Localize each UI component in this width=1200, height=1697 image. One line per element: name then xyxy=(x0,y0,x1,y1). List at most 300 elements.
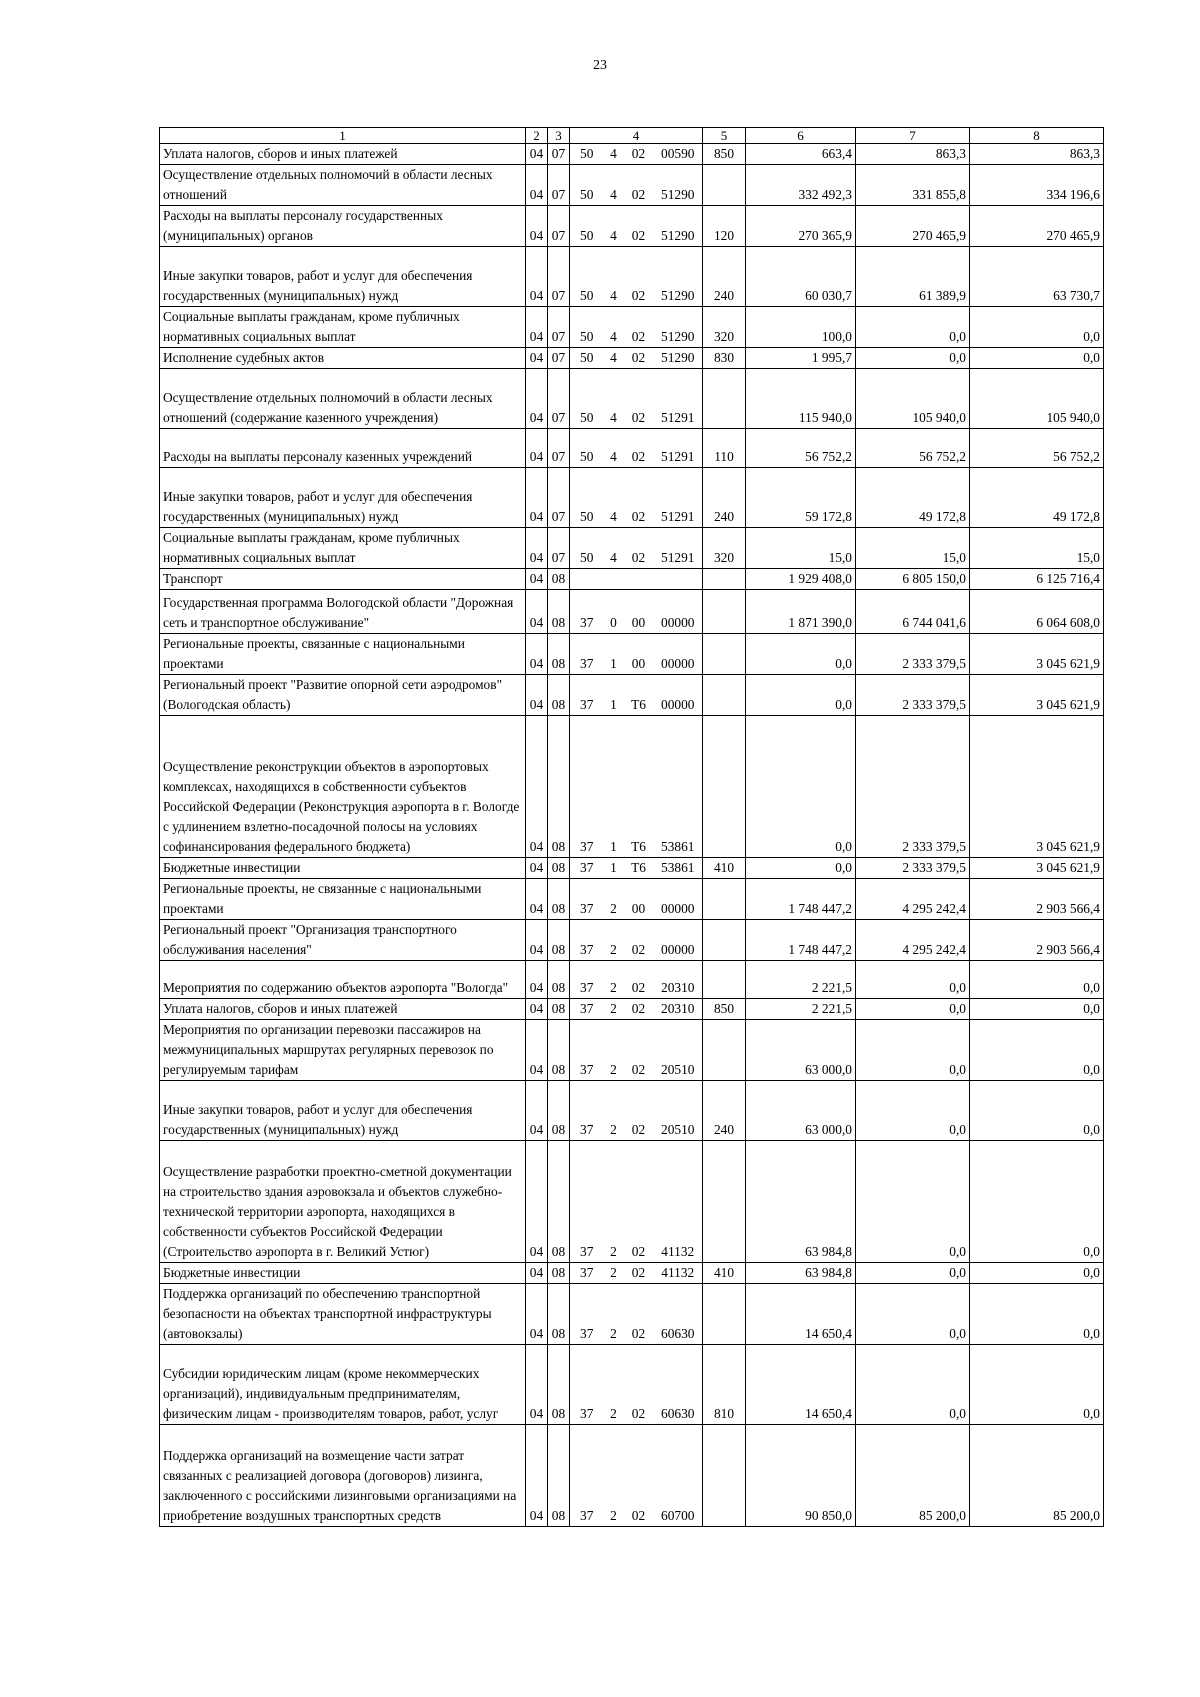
table-row xyxy=(160,675,1104,716)
row-subprogram: 2 xyxy=(604,879,624,920)
row-section: 04 xyxy=(526,675,548,716)
row-expense-type xyxy=(703,590,746,634)
row-direction: 51290 xyxy=(654,206,703,247)
row-expense-type xyxy=(703,1425,746,1527)
row-amount-8: 0,0 xyxy=(970,1263,1104,1284)
row-expense-type xyxy=(703,1284,746,1345)
row-subprogram: 4 xyxy=(604,144,624,165)
row-amount-8: 0,0 xyxy=(970,1345,1104,1425)
row-subsection: 08 xyxy=(548,879,570,920)
row-amount-8: 56 752,2 xyxy=(970,429,1104,468)
table-row xyxy=(160,1263,1104,1284)
row-expense-type: 240 xyxy=(703,468,746,528)
row-subsection: 08 xyxy=(548,1020,570,1081)
row-amount-7: 85 200,0 xyxy=(856,1425,970,1527)
row-subprogram: 2 xyxy=(604,1284,624,1345)
row-subsection: 08 xyxy=(548,1081,570,1141)
row-amount-8: 0,0 xyxy=(970,1284,1104,1345)
row-subsection: 07 xyxy=(548,468,570,528)
row-direction: 00000 xyxy=(654,675,703,716)
row-expense-type xyxy=(703,961,746,999)
row-project: 02 xyxy=(624,429,654,468)
row-name: Бюджетные инвестиции xyxy=(160,1263,526,1284)
row-amount-8: 0,0 xyxy=(970,1141,1104,1263)
row-amount-6: 663,4 xyxy=(746,144,856,165)
row-expense-type: 120 xyxy=(703,206,746,247)
row-amount-6: 1 871 390,0 xyxy=(746,590,856,634)
row-direction: 53861 xyxy=(654,858,703,879)
row-amount-6: 14 650,4 xyxy=(746,1345,856,1425)
row-amount-6: 1 748 447,2 xyxy=(746,920,856,961)
row-amount-8: 3 045 621,9 xyxy=(970,716,1104,858)
row-name: Иные закупки товаров, работ и услуг для обеспечения государственных (муниципальных) нужд xyxy=(160,468,526,528)
header-col-5: 5 xyxy=(703,128,746,144)
row-subprogram xyxy=(604,569,624,590)
row-name: Социальные выплаты гражданам, кроме публичных нормативных социальных выплат xyxy=(160,528,526,569)
row-amount-7: 4 295 242,4 xyxy=(856,920,970,961)
row-name: Региональные проекты, не связанные с национальными проектами xyxy=(160,879,526,920)
row-project: 02 xyxy=(624,961,654,999)
table-row xyxy=(160,920,1104,961)
table-row xyxy=(160,1345,1104,1425)
row-program: 37 xyxy=(570,961,604,999)
row-section: 04 xyxy=(526,1020,548,1081)
row-name: Осуществление реконструкции объектов в аэропортовых комплексах, находящихся в собственности субъектов Российской Федерации (Реконструкция аэропорта в г. Вологде с удлинением взлетно-посадочной полосы на условиях софинансирования федерального бюджета) xyxy=(160,716,526,858)
row-program: 50 xyxy=(570,429,604,468)
row-section: 04 xyxy=(526,468,548,528)
row-amount-7: 0,0 xyxy=(856,1141,970,1263)
table-row xyxy=(160,247,1104,307)
row-subprogram: 2 xyxy=(604,1141,624,1263)
row-subprogram: 2 xyxy=(604,1081,624,1141)
row-amount-8: 863,3 xyxy=(970,144,1104,165)
row-subsection: 07 xyxy=(548,528,570,569)
row-subsection: 07 xyxy=(548,429,570,468)
row-name: Уплата налогов, сборов и иных платежей xyxy=(160,144,526,165)
row-subprogram: 1 xyxy=(604,675,624,716)
table-row xyxy=(160,634,1104,675)
row-section: 04 xyxy=(526,1141,548,1263)
row-section: 04 xyxy=(526,165,548,206)
row-amount-6: 2 221,5 xyxy=(746,961,856,999)
row-name: Социальные выплаты гражданам, кроме публичных нормативных социальных выплат xyxy=(160,307,526,348)
row-subsection: 08 xyxy=(548,1284,570,1345)
row-name: Региональный проект "Развитие опорной сети аэродромов" (Вологодская область) xyxy=(160,675,526,716)
header-col-4: 4 xyxy=(570,128,703,144)
row-amount-8: 0,0 xyxy=(970,307,1104,348)
row-program: 37 xyxy=(570,999,604,1020)
row-amount-6: 56 752,2 xyxy=(746,429,856,468)
row-subprogram: 2 xyxy=(604,1020,624,1081)
row-section: 04 xyxy=(526,858,548,879)
row-direction: 51290 xyxy=(654,247,703,307)
row-subprogram: 4 xyxy=(604,247,624,307)
row-expense-type: 240 xyxy=(703,1081,746,1141)
row-name: Расходы на выплаты персоналу государственных (муниципальных) органов xyxy=(160,206,526,247)
row-name: Осуществление отдельных полномочий в области лесных отношений xyxy=(160,165,526,206)
table-row xyxy=(160,468,1104,528)
row-direction: 60630 xyxy=(654,1284,703,1345)
header-col-2: 2 xyxy=(526,128,548,144)
row-expense-type: 810 xyxy=(703,1345,746,1425)
row-program: 37 xyxy=(570,1141,604,1263)
row-program: 37 xyxy=(570,858,604,879)
table-header-row xyxy=(160,128,1104,144)
row-name: Исполнение судебных актов xyxy=(160,348,526,369)
row-expense-type: 410 xyxy=(703,858,746,879)
header-col-1: 1 xyxy=(160,128,526,144)
row-program: 37 xyxy=(570,1081,604,1141)
row-amount-8: 2 903 566,4 xyxy=(970,920,1104,961)
row-name: Региональные проекты, связанные с национальными проектами xyxy=(160,634,526,675)
row-section: 04 xyxy=(526,1081,548,1141)
row-program: 37 xyxy=(570,920,604,961)
row-subprogram: 1 xyxy=(604,858,624,879)
page-number: 23 xyxy=(593,58,607,73)
row-project: 02 xyxy=(624,920,654,961)
row-section: 04 xyxy=(526,144,548,165)
row-amount-6: 90 850,0 xyxy=(746,1425,856,1527)
row-subsection: 07 xyxy=(548,206,570,247)
row-project: Т6 xyxy=(624,675,654,716)
row-name: Осуществление разработки проектно-сметной документации на строительство здания аэровокзала и объектов служебно-технической территории аэропорта, находящихся в собственности субъектов Российской Федерации (Строительство аэропорта в г. Великий Устюг) xyxy=(160,1141,526,1263)
table-row xyxy=(160,716,1104,858)
row-section: 04 xyxy=(526,348,548,369)
row-name: Мероприятия по организации перевозки пассажиров на межмуниципальных маршрутах регулярных перевозок по регулируемым тарифам xyxy=(160,1020,526,1081)
row-subprogram: 0 xyxy=(604,590,624,634)
row-expense-type xyxy=(703,369,746,429)
row-project: 02 xyxy=(624,468,654,528)
row-section: 04 xyxy=(526,1263,548,1284)
table-row xyxy=(160,144,1104,165)
row-project: Т6 xyxy=(624,716,654,858)
row-subsection: 08 xyxy=(548,920,570,961)
row-amount-6: 100,0 xyxy=(746,307,856,348)
row-program: 50 xyxy=(570,206,604,247)
row-program: 50 xyxy=(570,165,604,206)
row-subprogram: 4 xyxy=(604,307,624,348)
row-subsection: 07 xyxy=(548,144,570,165)
row-direction: 00000 xyxy=(654,879,703,920)
row-amount-7: 0,0 xyxy=(856,1081,970,1141)
row-subsection: 08 xyxy=(548,858,570,879)
row-amount-8: 2 903 566,4 xyxy=(970,879,1104,920)
row-project xyxy=(624,569,654,590)
row-direction: 00000 xyxy=(654,634,703,675)
row-expense-type: 320 xyxy=(703,307,746,348)
table-row xyxy=(160,1081,1104,1141)
row-project: 02 xyxy=(624,1020,654,1081)
header-col-3: 3 xyxy=(548,128,570,144)
row-program: 37 xyxy=(570,1284,604,1345)
row-expense-type xyxy=(703,569,746,590)
row-subsection: 08 xyxy=(548,716,570,858)
table-row xyxy=(160,879,1104,920)
row-amount-6: 0,0 xyxy=(746,634,856,675)
table-row xyxy=(160,858,1104,879)
row-amount-6: 1 748 447,2 xyxy=(746,879,856,920)
row-program xyxy=(570,569,604,590)
row-project: 00 xyxy=(624,879,654,920)
row-name: Поддержка организаций на возмещение части затрат связанных с реализацией договора (договоров) лизинга, заключенного с российскими лизинговыми организациями на приобретение воздушных транспортных средств xyxy=(160,1425,526,1527)
row-expense-type: 850 xyxy=(703,999,746,1020)
row-program: 37 xyxy=(570,1345,604,1425)
row-subprogram: 2 xyxy=(604,999,624,1020)
row-amount-7: 2 333 379,5 xyxy=(856,675,970,716)
row-program: 37 xyxy=(570,879,604,920)
header-col-6: 6 xyxy=(746,128,856,144)
row-project: 00 xyxy=(624,634,654,675)
row-amount-7: 863,3 xyxy=(856,144,970,165)
table-row xyxy=(160,165,1104,206)
row-program: 50 xyxy=(570,247,604,307)
table-row xyxy=(160,528,1104,569)
row-subprogram: 2 xyxy=(604,1425,624,1527)
row-amount-8: 334 196,6 xyxy=(970,165,1104,206)
row-direction: 51291 xyxy=(654,369,703,429)
row-amount-8: 0,0 xyxy=(970,1081,1104,1141)
row-direction: 60700 xyxy=(654,1425,703,1527)
row-direction: 41132 xyxy=(654,1141,703,1263)
table-row xyxy=(160,206,1104,247)
row-project: 02 xyxy=(624,1141,654,1263)
table-row xyxy=(160,369,1104,429)
row-project: 02 xyxy=(624,165,654,206)
row-program: 37 xyxy=(570,1263,604,1284)
row-amount-8: 105 940,0 xyxy=(970,369,1104,429)
table-row xyxy=(160,429,1104,468)
row-name: Транспорт xyxy=(160,569,526,590)
table-row xyxy=(160,1284,1104,1345)
header-col-7: 7 xyxy=(856,128,970,144)
row-amount-6: 63 000,0 xyxy=(746,1081,856,1141)
row-amount-7: 0,0 xyxy=(856,1345,970,1425)
row-expense-type xyxy=(703,716,746,858)
row-amount-7: 2 333 379,5 xyxy=(856,716,970,858)
row-subprogram: 2 xyxy=(604,1263,624,1284)
row-amount-8: 6 125 716,4 xyxy=(970,569,1104,590)
budget-table xyxy=(159,127,1104,1527)
row-direction: 00590 xyxy=(654,144,703,165)
row-section: 04 xyxy=(526,247,548,307)
row-subsection: 08 xyxy=(548,569,570,590)
row-amount-6: 0,0 xyxy=(746,716,856,858)
row-subprogram: 2 xyxy=(604,1345,624,1425)
row-subsection: 07 xyxy=(548,348,570,369)
row-expense-type xyxy=(703,165,746,206)
row-amount-6: 63 984,8 xyxy=(746,1263,856,1284)
row-direction: 51291 xyxy=(654,468,703,528)
row-amount-8: 270 465,9 xyxy=(970,206,1104,247)
header-col-8: 8 xyxy=(970,128,1104,144)
row-expense-type: 410 xyxy=(703,1263,746,1284)
row-subsection: 08 xyxy=(548,1263,570,1284)
row-direction: 41132 xyxy=(654,1263,703,1284)
row-section: 04 xyxy=(526,961,548,999)
row-amount-6: 1 929 408,0 xyxy=(746,569,856,590)
row-subprogram: 4 xyxy=(604,369,624,429)
row-project: Т6 xyxy=(624,858,654,879)
row-program: 50 xyxy=(570,369,604,429)
row-subsection: 08 xyxy=(548,1345,570,1425)
row-amount-7: 105 940,0 xyxy=(856,369,970,429)
row-expense-type xyxy=(703,879,746,920)
row-project: 02 xyxy=(624,1081,654,1141)
row-subsection: 08 xyxy=(548,590,570,634)
row-amount-8: 15,0 xyxy=(970,528,1104,569)
row-subsection: 08 xyxy=(548,675,570,716)
row-amount-6: 63 000,0 xyxy=(746,1020,856,1081)
row-program: 37 xyxy=(570,675,604,716)
row-project: 02 xyxy=(624,999,654,1020)
row-section: 04 xyxy=(526,369,548,429)
table-row xyxy=(160,1020,1104,1081)
row-section: 04 xyxy=(526,590,548,634)
row-section: 04 xyxy=(526,1345,548,1425)
row-amount-7: 49 172,8 xyxy=(856,468,970,528)
row-amount-6: 15,0 xyxy=(746,528,856,569)
row-program: 50 xyxy=(570,307,604,348)
row-project: 02 xyxy=(624,307,654,348)
row-name: Расходы на выплаты персоналу казенных учреждений xyxy=(160,429,526,468)
row-amount-6: 115 940,0 xyxy=(746,369,856,429)
row-amount-6: 332 492,3 xyxy=(746,165,856,206)
row-expense-type xyxy=(703,675,746,716)
row-direction: 53861 xyxy=(654,716,703,858)
row-amount-6: 60 030,7 xyxy=(746,247,856,307)
row-amount-6: 59 172,8 xyxy=(746,468,856,528)
row-project: 02 xyxy=(624,247,654,307)
row-amount-8: 3 045 621,9 xyxy=(970,858,1104,879)
row-amount-6: 2 221,5 xyxy=(746,999,856,1020)
row-name: Бюджетные инвестиции xyxy=(160,858,526,879)
row-expense-type xyxy=(703,634,746,675)
row-amount-8: 0,0 xyxy=(970,348,1104,369)
row-direction: 20510 xyxy=(654,1020,703,1081)
row-amount-7: 0,0 xyxy=(856,1020,970,1081)
row-amount-7: 0,0 xyxy=(856,1263,970,1284)
row-expense-type: 830 xyxy=(703,348,746,369)
row-subsection: 08 xyxy=(548,961,570,999)
row-amount-7: 6 805 150,0 xyxy=(856,569,970,590)
row-subsection: 08 xyxy=(548,634,570,675)
row-section: 04 xyxy=(526,429,548,468)
row-direction: 00000 xyxy=(654,590,703,634)
row-program: 50 xyxy=(570,348,604,369)
row-amount-7: 0,0 xyxy=(856,999,970,1020)
row-project: 02 xyxy=(624,206,654,247)
table-row xyxy=(160,348,1104,369)
row-expense-type xyxy=(703,1141,746,1263)
row-project: 02 xyxy=(624,1263,654,1284)
row-subprogram: 4 xyxy=(604,206,624,247)
row-direction: 00000 xyxy=(654,920,703,961)
row-amount-8: 0,0 xyxy=(970,961,1104,999)
row-amount-7: 6 744 041,6 xyxy=(856,590,970,634)
row-expense-type: 110 xyxy=(703,429,746,468)
row-expense-type xyxy=(703,920,746,961)
row-expense-type: 320 xyxy=(703,528,746,569)
row-subprogram: 1 xyxy=(604,716,624,858)
row-direction: 51290 xyxy=(654,348,703,369)
row-subprogram: 4 xyxy=(604,429,624,468)
row-name: Иные закупки товаров, работ и услуг для обеспечения государственных (муниципальных) нужд xyxy=(160,247,526,307)
row-section: 04 xyxy=(526,1425,548,1527)
row-name: Осуществление отдельных полномочий в области лесных отношений (содержание казенного учреждения) xyxy=(160,369,526,429)
row-project: 02 xyxy=(624,348,654,369)
row-subsection: 07 xyxy=(548,369,570,429)
row-amount-7: 0,0 xyxy=(856,1284,970,1345)
row-amount-8: 6 064 608,0 xyxy=(970,590,1104,634)
row-amount-7: 2 333 379,5 xyxy=(856,634,970,675)
row-section: 04 xyxy=(526,634,548,675)
row-amount-7: 61 389,9 xyxy=(856,247,970,307)
row-direction: 20310 xyxy=(654,999,703,1020)
row-amount-6: 0,0 xyxy=(746,858,856,879)
row-section: 04 xyxy=(526,999,548,1020)
row-direction: 51291 xyxy=(654,429,703,468)
row-project: 02 xyxy=(624,1425,654,1527)
row-amount-7: 331 855,8 xyxy=(856,165,970,206)
row-expense-type: 850 xyxy=(703,144,746,165)
row-amount-8: 3 045 621,9 xyxy=(970,675,1104,716)
row-name: Региональный проект "Организация транспортного обслуживания населения" xyxy=(160,920,526,961)
row-amount-7: 0,0 xyxy=(856,307,970,348)
row-amount-6: 270 365,9 xyxy=(746,206,856,247)
row-amount-6: 63 984,8 xyxy=(746,1141,856,1263)
row-subprogram: 1 xyxy=(604,634,624,675)
row-subprogram: 2 xyxy=(604,961,624,999)
row-direction: 20310 xyxy=(654,961,703,999)
row-amount-7: 0,0 xyxy=(856,348,970,369)
row-project: 00 xyxy=(624,590,654,634)
row-subsection: 08 xyxy=(548,999,570,1020)
row-section: 04 xyxy=(526,920,548,961)
row-amount-7: 2 333 379,5 xyxy=(856,858,970,879)
row-name: Иные закупки товаров, работ и услуг для обеспечения государственных (муниципальных) нужд xyxy=(160,1081,526,1141)
row-section: 04 xyxy=(526,716,548,858)
row-name: Государственная программа Вологодской области "Дорожная сеть и транспортное обслуживание" xyxy=(160,590,526,634)
row-subsection: 07 xyxy=(548,307,570,348)
row-expense-type xyxy=(703,1020,746,1081)
row-program: 50 xyxy=(570,144,604,165)
row-program: 50 xyxy=(570,528,604,569)
row-amount-8: 0,0 xyxy=(970,1020,1104,1081)
table-row xyxy=(160,590,1104,634)
row-section: 04 xyxy=(526,569,548,590)
row-amount-7: 15,0 xyxy=(856,528,970,569)
row-program: 50 xyxy=(570,468,604,528)
table-row xyxy=(160,999,1104,1020)
row-amount-7: 0,0 xyxy=(856,961,970,999)
row-direction: 51290 xyxy=(654,165,703,206)
table-row xyxy=(160,1141,1104,1263)
row-amount-6: 14 650,4 xyxy=(746,1284,856,1345)
row-project: 02 xyxy=(624,1345,654,1425)
row-subsection: 07 xyxy=(548,247,570,307)
row-section: 04 xyxy=(526,1284,548,1345)
row-program: 37 xyxy=(570,716,604,858)
row-subprogram: 4 xyxy=(604,528,624,569)
table-row xyxy=(160,961,1104,999)
row-direction: 20510 xyxy=(654,1081,703,1141)
table-row xyxy=(160,1425,1104,1527)
row-name: Поддержка организаций по обеспечению транспортной безопасности на объектах транспортной инфраструктуры (автовокзалы) xyxy=(160,1284,526,1345)
row-section: 04 xyxy=(526,879,548,920)
row-amount-8: 0,0 xyxy=(970,999,1104,1020)
table-row xyxy=(160,307,1104,348)
row-program: 37 xyxy=(570,1425,604,1527)
